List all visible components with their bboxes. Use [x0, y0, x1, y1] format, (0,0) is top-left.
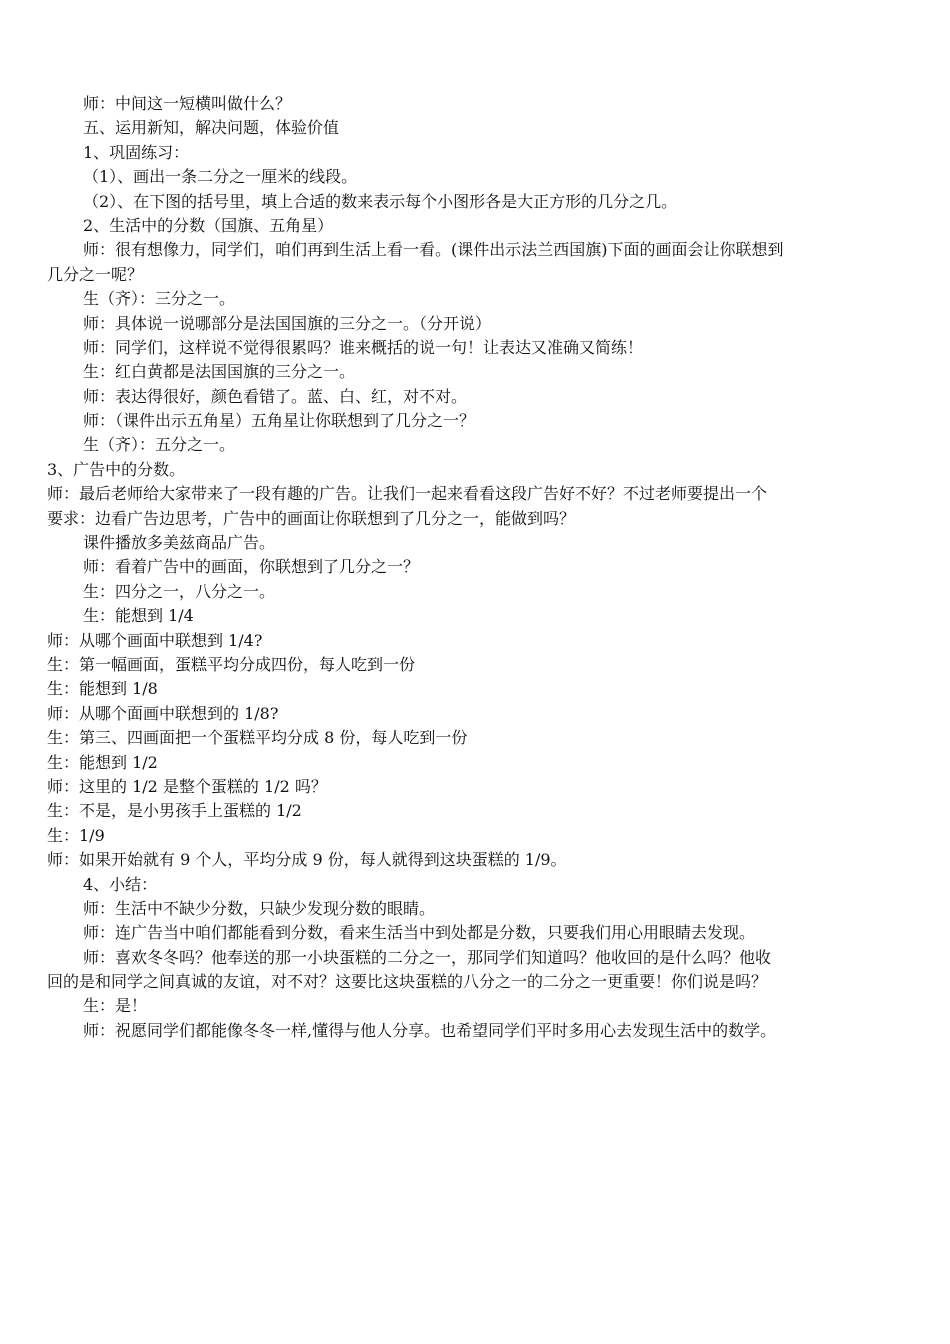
text-line: 师：连广告当中咱们都能看到分数，看来生活当中到处都是分数，只要我们用心用眼睛去发现。 [83, 923, 756, 943]
text-line: 师：从哪个画面中联想到 1/4? [47, 630, 263, 650]
text-line: 师：同学们，这样说不觉得很累吗？谁来概括的说一句！让表达又准确又简练！ [83, 337, 644, 357]
text-line: 生（齐）：三分之一。 [83, 289, 236, 309]
text-line: 师：很有想像力，同学们，咱们再到生活上看一看。(课件出示法兰西国旗)下面的画面会让你联想到 [83, 240, 784, 260]
text-line: 生：不是，是小男孩手上蛋糕的 1/2 [47, 801, 302, 821]
text-line: （1）、画出一条二分之一厘米的线段。 [83, 167, 358, 187]
text-line: 生：第一幅画面，蛋糕平均分成四份，每人吃到一份 [47, 654, 416, 674]
text-line: 师：中间这一短横叫做什么？ [83, 94, 292, 113]
text-line: 师：（课件出示五角星）五角星让你联想到了几分之一？ [83, 411, 476, 431]
text-line: 五、运用新知，解决问题，体验价值 [83, 118, 340, 138]
text-line: 生：第三、四画面把一个蛋糕平均分成 8 份，每人吃到一份 [47, 728, 468, 748]
text-line: 3、广告中的分数。 [47, 459, 186, 479]
text-line: 师：看着广告中的画面，你联想到了几分之一？ [83, 557, 420, 577]
text-line: 师：生活中不缺少分数，只缺少发现分数的眼睛。 [83, 898, 436, 918]
text-line: 生：能想到 1/8 [47, 679, 158, 699]
text-line: 师：最后老师给大家带来了一段有趣的广告。让我们一起来看看这段广告好不好？不过老师要提出一个 [47, 484, 768, 504]
text-line: 师：祝愿同学们都能像冬冬一样,懂得与他人分享。也希望同学们平时多用心去发现生活中的数学。 [83, 1020, 777, 1040]
text-line: 生：是！ [83, 996, 148, 1016]
text-line: 回的是和同学之间真诚的友谊，对不对？这要比这块蛋糕的八分之一的二分之一更重要！你们说是吗？ [47, 972, 768, 992]
text-line: 生（齐）：五分之一。 [83, 435, 236, 455]
text-line: 师：这里的 1/2 是整个蛋糕的 1/2 吗？ [47, 776, 327, 796]
text-line: 师：喜欢冬冬吗？他奉送的那一小块蛋糕的二分之一，那同学们知道吗？他收回的是什么吗？他收 [83, 947, 772, 967]
text-line: 师：具体说一说哪部分是法国国旗的三分之一。（分开说） [83, 313, 492, 333]
text-line: （2）、在下图的括号里，填上合适的数来表示每个小图形各是大正方形的几分之几。 [83, 191, 678, 211]
text-line: 师：从哪个面画中联想到的 1/8? [47, 703, 279, 723]
text-line: 师：表达得很好，颜色看错了。蓝、白、红，对不对。 [83, 386, 468, 406]
lesson-transcript [47, 92, 907, 1043]
text-line: 生：1/9 [47, 825, 105, 845]
text-line: 1、巩固练习： [83, 142, 190, 162]
text-line: 生：能想到 1/2 [47, 752, 158, 772]
text-line: 师：如果开始就有 9 个人，平均分成 9 份，每人就得到这块蛋糕的 1/9。 [47, 850, 567, 870]
text-line: 生：四分之一，八分之一。 [83, 581, 276, 601]
text-line: 课件播放多美兹商品广告。 [83, 533, 276, 553]
text-line: 2、生活中的分数（国旗、五角星） [83, 215, 334, 235]
text-line: 生：红白黄都是法国国旗的三分之一。 [83, 362, 356, 382]
text-line: 几分之一呢？ [47, 264, 144, 284]
text-line: 要求：边看广告边思考，广告中的画面让你联想到了几分之一，能做到吗？ [47, 508, 576, 528]
text-line: 4、小结： [83, 874, 158, 894]
text-line: 生：能想到 1/4 [83, 606, 194, 626]
